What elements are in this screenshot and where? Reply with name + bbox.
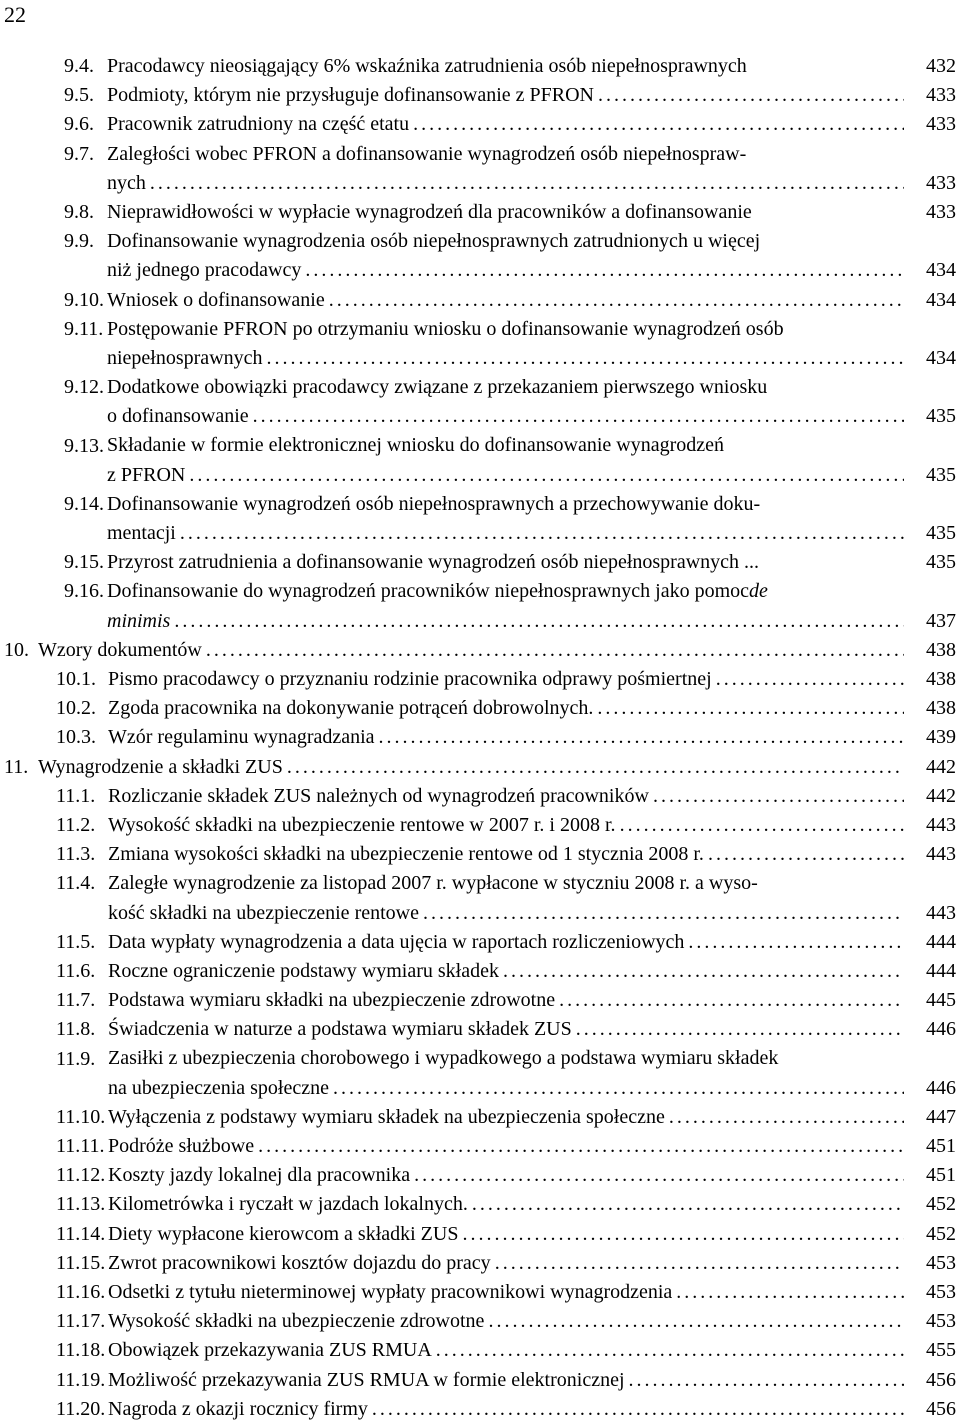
toc-entry[interactable] (0, 52, 960, 81)
toc-entry[interactable] (0, 1249, 960, 1278)
dot-leader (620, 811, 904, 840)
toc-entry-page: 433 (926, 113, 956, 136)
toc-entry-title: Składanie w formie elektronicznej wniosku do dofinansowanie wynagrodzeń (107, 434, 725, 457)
toc-entry-title: z PFRON (107, 463, 186, 486)
toc-entry[interactable] (0, 782, 960, 811)
toc-entry[interactable] (0, 753, 960, 782)
toc-entry[interactable] (0, 1161, 960, 1190)
toc-entry[interactable] (0, 840, 960, 869)
toc-entry-page: 456 (926, 1368, 956, 1391)
toc-entry[interactable] (0, 315, 960, 373)
dot-leader (669, 1103, 904, 1132)
toc-entry-title: Zwrot pracownikowi kosztów dojazdu do pracy (108, 1251, 491, 1274)
toc-entry-number: 11.16. (56, 1281, 106, 1304)
toc-entry[interactable] (0, 636, 960, 665)
toc-entry-page: 451 (926, 1164, 956, 1187)
toc-entry-title: Diety wypłacone kierowcom a składki ZUS (108, 1222, 459, 1245)
toc-entry-page: 435 (926, 522, 956, 545)
toc-entry-page: 433 (926, 171, 956, 194)
toc-entry[interactable] (0, 1278, 960, 1307)
toc-entry[interactable] (0, 81, 960, 110)
dot-leader (576, 1015, 904, 1044)
toc-entry-title: na ubezpieczenia społeczne (108, 1076, 329, 1099)
toc-entry-title: Dodatkowe obowiązki pracodawcy związane z przekazaniem pierwszego wniosku (107, 376, 768, 399)
toc-entry-title: Zmiana wysokości składki na ubezpieczenie rentowe od 1 stycznia 2008 r. (108, 843, 704, 866)
toc-entry-title: Podróże służbowe (108, 1135, 255, 1158)
toc-entry[interactable] (0, 490, 960, 548)
toc-entry[interactable] (0, 986, 960, 1015)
dot-leader (267, 344, 904, 373)
dot-leader (676, 1278, 904, 1307)
toc-entry[interactable] (0, 432, 960, 490)
toc-entry-number: 11.14. (56, 1222, 106, 1245)
toc-entry-number: 11.12. (56, 1164, 106, 1187)
toc-entry-number: 9.16. (64, 580, 104, 603)
toc-entry-number: 10. (4, 638, 29, 661)
toc-entry-title: Zasiłki z ubezpieczenia chorobowego i wypadkowego a podstawa wymiaru składek (108, 1047, 779, 1070)
toc-entry-page: 453 (926, 1281, 956, 1303)
dot-leader (472, 1190, 904, 1219)
toc-entry[interactable] (0, 869, 960, 927)
toc-entry[interactable] (0, 198, 960, 227)
toc-entry[interactable] (0, 577, 960, 635)
toc-entry[interactable] (0, 110, 960, 139)
dot-leader (150, 169, 904, 198)
toc-entry-number: 11.6. (56, 959, 96, 982)
toc-entry-number: 11.15. (56, 1251, 106, 1274)
toc-entry-page: 445 (926, 989, 956, 1012)
toc-entry-title: Wysokość składki na ubezpieczenie rentowe w 2007 r. i 2008 r. (108, 813, 616, 836)
toc-entry-title: Pracownik zatrudniony na część etatu (107, 113, 410, 136)
toc-entry-page: 452 (926, 1193, 956, 1216)
dot-leader (414, 1161, 904, 1190)
toc-entry-title: Przyrost zatrudnienia a dofinansowanie wynagrodzeń osób niepełnosprawnych ... (107, 551, 760, 574)
toc-entry-title: Dofinansowanie wynagrodzenia osób niepełnosprawnych zatrudnionych u więcej (107, 230, 761, 253)
toc-entry[interactable] (0, 665, 960, 694)
toc-entry[interactable] (0, 723, 960, 752)
dot-leader (413, 110, 904, 139)
toc-entry-page: 443 (926, 901, 956, 924)
dot-leader (253, 402, 904, 431)
toc-entry[interactable] (0, 957, 960, 986)
toc-entry[interactable] (0, 548, 960, 577)
dot-leader (333, 1074, 904, 1103)
toc-entry-number: 10.2. (56, 697, 96, 720)
toc-entry-title: Wynagrodzenie a składki ZUS (38, 755, 283, 778)
dot-leader (688, 928, 904, 957)
toc-entry-title: Pismo pracodawcy o przyznaniu rodzinie pracownika odprawy pośmiertnej (108, 668, 712, 691)
toc-entry[interactable] (0, 1015, 960, 1044)
toc-entry-page: 443 (926, 813, 956, 836)
toc-entry-number: 11.11. (56, 1135, 105, 1158)
dot-leader (372, 1395, 904, 1424)
dot-leader (287, 753, 904, 782)
toc-entry-italic: de (749, 580, 768, 603)
toc-entry-number: 11.17. (56, 1310, 106, 1333)
toc-entry[interactable] (0, 1190, 960, 1219)
toc-entry-page: 446 (926, 1076, 956, 1099)
toc-entry-number: 11.7. (56, 989, 96, 1012)
toc-entry-title: Wyłączenia z podstawy wymiaru składek na ubezpieczenia społeczne (108, 1105, 665, 1128)
toc-entry-number: 9.6. (64, 113, 94, 136)
toc-entry-title: Rozliczanie składek ZUS należnych od wynagrodzeń pracowników (108, 784, 649, 807)
toc-entry-title: Roczne ograniczenie podstawy wymiaru składek (108, 959, 499, 982)
toc-entry-number: 9.12. (64, 376, 104, 399)
toc-entry[interactable] (0, 1395, 960, 1424)
toc-entry-page: 455 (926, 1339, 956, 1362)
toc-entry-title: Wysokość składki na ubezpieczenie zdrowotne (108, 1310, 485, 1333)
toc-entry-title: o dofinansowanie (107, 405, 249, 428)
toc-entry-page: 456 (926, 1397, 956, 1420)
toc-entry-page: 446 (926, 1018, 956, 1041)
toc-entry-number: 11.3. (56, 843, 96, 866)
toc-entry-title: niż jednego pracodawcy (107, 259, 302, 282)
toc-entry-number: 10.3. (56, 726, 96, 749)
toc-entry-title: Wzory dokumentów (38, 638, 202, 661)
toc-entry-page: 439 (926, 726, 956, 749)
toc-entry-title: Pracodawcy nieosiągający 6% wskaźnika zatrudnienia osób niepełnosprawnych (107, 54, 747, 77)
dot-leader (597, 694, 904, 723)
toc-entry-page: 453 (926, 1310, 956, 1333)
toc-entry-page: 434 (926, 346, 956, 369)
toc-entry-title: Data wypłaty wynagrodzenia a data ujęcia w raportach rozliczeniowych (108, 930, 685, 953)
toc-entry-number: 11.10. (56, 1105, 106, 1128)
toc-entry[interactable] (0, 140, 960, 198)
dot-leader (206, 636, 904, 665)
toc-entry[interactable] (0, 286, 960, 315)
toc-entry[interactable] (0, 227, 960, 285)
toc-entry-title: Koszty jazdy lokalnej dla pracownika (108, 1164, 411, 1187)
toc-entry-title: Zgoda pracownika na dokonywanie potrąceń dobrowolnych. (108, 697, 594, 720)
toc-entry-number: 11.9. (56, 1047, 96, 1070)
toc-entry-number: 11.20. (56, 1397, 106, 1420)
toc-entry-page: 435 (926, 463, 956, 486)
toc-entry[interactable] (0, 1220, 960, 1249)
toc-entry[interactable] (0, 811, 960, 840)
dot-leader (653, 782, 904, 811)
dot-leader (598, 81, 904, 110)
page-number: 22 (4, 2, 26, 27)
toc-entry[interactable] (0, 373, 960, 431)
dot-leader (305, 256, 904, 285)
toc-entry-number: 11. (4, 755, 29, 778)
toc-entry-title: Wzór regulaminu wynagradzania (108, 726, 375, 749)
toc-entry-title: Podmioty, którym nie przysługuje dofinansowanie z PFRON (107, 84, 594, 107)
toc-entry-number: 11.8. (56, 1018, 96, 1041)
toc-entry-number: 11.2. (56, 813, 96, 836)
dot-leader (495, 1249, 904, 1278)
toc-entry-title: kość składki na ubezpieczenie rentowe (108, 901, 419, 924)
toc-entry-number: 9.8. (64, 200, 94, 223)
toc-entry-number: 9.4. (64, 55, 94, 77)
toc-entry[interactable] (0, 1366, 960, 1395)
toc-entry-title: Nieprawidłowości w wypłacie wynagrodzeń dla pracowników a dofinansowanie (107, 200, 752, 223)
toc-entry-title: Podstawa wymiaru składki na ubezpieczenie zdrowotne (108, 989, 556, 1012)
toc-entry-page: 451 (926, 1135, 956, 1158)
dot-leader (629, 1366, 904, 1395)
toc-entry-title: Zaległe wynagrodzenie za listopad 2007 r. wypłacone w styczniu 2008 r. a wyso- (108, 872, 758, 895)
toc-entry-page: 444 (926, 959, 956, 982)
toc-entry-page: 433 (926, 84, 956, 107)
toc-entry-title: niepełnosprawnych (107, 346, 263, 369)
dot-leader (716, 665, 904, 694)
toc-entry-page: 432 (926, 54, 956, 77)
dot-leader (488, 1307, 904, 1336)
dot-leader (379, 723, 904, 752)
toc-entry-page: 453 (926, 1251, 956, 1274)
table-of-contents (0, 52, 960, 1424)
dot-leader (258, 1132, 904, 1161)
toc-entry-page: 443 (926, 843, 956, 866)
toc-entry-number: 11.5. (56, 930, 96, 953)
toc-entry-title: mentacji (107, 522, 176, 545)
toc-entry-title: Świadczenia w naturze a podstawa wymiaru składek ZUS (108, 1018, 572, 1041)
toc-entry-page: 442 (926, 784, 956, 807)
dot-leader (462, 1220, 904, 1249)
toc-entry[interactable] (0, 1336, 960, 1365)
toc-entry-page: 434 (926, 288, 956, 311)
toc-entry-number: 9.10. (64, 288, 104, 311)
toc-entry-title: Nagroda z okazji rocznicy firmy (108, 1397, 368, 1420)
toc-entry-page: 438 (926, 697, 956, 720)
dot-leader (436, 1336, 904, 1365)
toc-entry-number: 9.14. (64, 492, 104, 515)
toc-entry-page: 442 (926, 755, 956, 778)
toc-entry[interactable] (0, 928, 960, 957)
toc-entry-title: Dofinansowanie do wynagrodzeń pracowników niepełnosprawnych jako pomoc (107, 580, 750, 603)
toc-entry-number: 10.1. (56, 668, 96, 691)
toc-entry-number: 9.9. (64, 230, 94, 253)
toc-entry-number: 11.4. (56, 872, 96, 895)
toc-entry-page: 433 (926, 200, 956, 223)
toc-entry-page: 435 (926, 551, 956, 574)
toc-entry-number: 9.5. (64, 84, 94, 107)
toc-entry-number: 9.7. (64, 142, 94, 165)
toc-entry-title: Obowiązek przekazywania ZUS RMUA (108, 1339, 432, 1362)
toc-entry-page: 444 (926, 930, 956, 953)
toc-entry-number: 9.15. (64, 551, 104, 574)
toc-entry-title: minimis (107, 609, 171, 632)
dot-leader (559, 986, 904, 1015)
toc-entry[interactable] (0, 1132, 960, 1161)
toc-entry-page: 447 (926, 1105, 956, 1128)
toc-entry-page: 438 (926, 638, 956, 661)
toc-entry-page: 435 (926, 405, 956, 428)
toc-entry-number: 11.18. (56, 1339, 106, 1362)
toc-entry-title: Kilometrówka i ryczałt w jazdach lokalnych. (108, 1193, 468, 1216)
dot-leader (708, 840, 904, 869)
toc-entry-number: 11.1. (56, 784, 96, 807)
toc-entry-title: nych (107, 171, 146, 194)
toc-entry-page: 434 (926, 259, 956, 282)
toc-entry-title: Postępowanie PFRON po otrzymaniu wniosku o dofinansowanie wynagrodzeń osób (107, 317, 784, 340)
dot-leader (423, 899, 904, 928)
toc-entry[interactable] (0, 1103, 960, 1132)
toc-entry-title: Wniosek o dofinansowanie (107, 288, 325, 311)
toc-entry-title: Odsetki z tytułu nieterminowej wypłaty pracownikowi wynagrodzenia (108, 1281, 673, 1303)
toc-entry[interactable] (0, 1045, 960, 1103)
dot-leader (180, 519, 904, 548)
toc-entry-title: Możliwość przekazywania ZUS RMUA w formie elektronicznej (108, 1368, 625, 1391)
dot-leader (189, 461, 904, 490)
dot-leader (174, 607, 904, 636)
toc-entry-page: 437 (926, 609, 956, 632)
dot-leader (503, 957, 904, 986)
toc-entry-page: 452 (926, 1222, 956, 1245)
toc-entry-number: 11.19. (56, 1368, 106, 1391)
toc-entry-page: 438 (926, 668, 956, 691)
toc-entry-title: Zaległości wobec PFRON a dofinansowanie wynagrodzeń osób niepełnospraw- (107, 142, 747, 165)
dot-leader (329, 286, 904, 315)
toc-entry-number: 9.11. (64, 317, 104, 340)
toc-entry[interactable] (0, 1307, 960, 1336)
toc-entry-title: Dofinansowanie wynagrodzeń osób niepełnosprawnych a przechowywanie doku- (107, 492, 761, 515)
toc-entry-number: 11.13. (56, 1193, 106, 1216)
toc-entry[interactable] (0, 694, 960, 723)
toc-entry-number: 9.13. (64, 434, 104, 457)
